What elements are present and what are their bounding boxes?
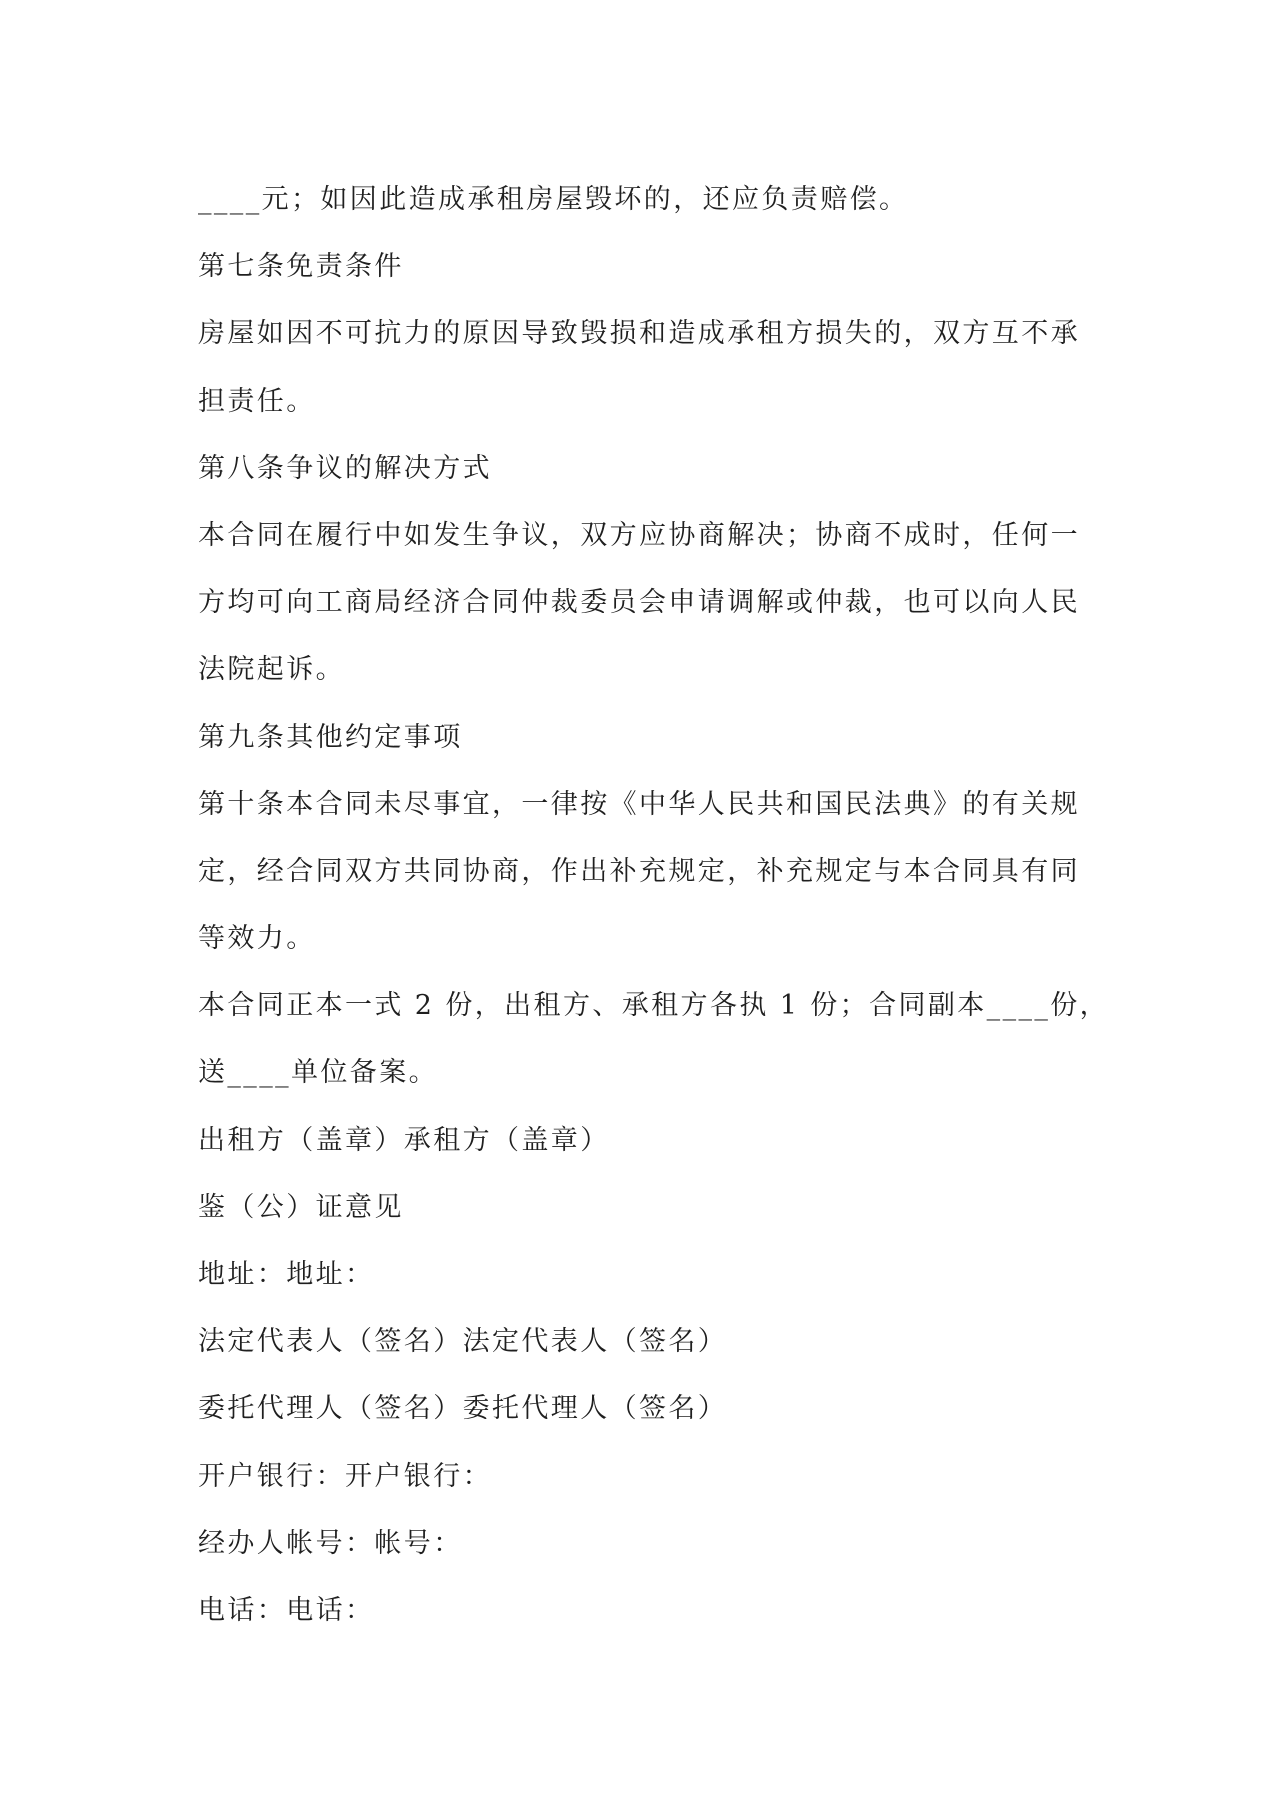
signature-line: 地址：地址：: [198, 1259, 375, 1290]
signature-line: 鉴（公）证意见: [198, 1191, 404, 1223]
text-line: 房屋如因不可抗力的原因导致毁损和造成承租方损失的，双方互不承: [198, 318, 1080, 350]
signature-line: 电话：电话：: [198, 1594, 375, 1626]
signature-line: 出租方（盖章）承租方（盖章）: [198, 1124, 610, 1156]
article-heading: 第八条争议的解决方式: [198, 452, 492, 484]
text-line: 等效力。: [198, 923, 316, 955]
signature-line: 法定代表人（签名）法定代表人（签名）: [198, 1326, 728, 1358]
text-line: 法院起诉。: [198, 654, 345, 686]
text-line: 第十条本合同未尽事宜，一律按《中华人民共和国民法典》的有关规: [198, 788, 1080, 820]
signature-line: 开户银行：开户银行：: [198, 1460, 492, 1492]
text-line: 本合同在履行中如发生争议，双方应协商解决；协商不成时，任何一: [198, 519, 1080, 551]
article-heading: 第九条其他约定事项: [198, 721, 463, 753]
text-line: 送____单位备案。: [198, 1057, 438, 1089]
text-line: 定，经合同双方共同协商，作出补充规定，补充规定与本合同具有同: [198, 855, 1080, 887]
signature-line: 委托代理人（签名）委托代理人（签名）: [198, 1393, 728, 1425]
text-line: 本合同正本一式 2 份，出租方、承租方各执 1 份；合同副本____份，: [198, 990, 1110, 1022]
document-body: [198, 166, 1110, 1644]
article-heading: 第七条免责条件: [198, 251, 404, 283]
signature-line: 经办人帐号：帐号：: [198, 1527, 463, 1559]
text-line: ____元；如因此造成承租房屋毁坏的，还应负责赔偿。: [198, 184, 909, 215]
text-line: 担责任。: [198, 385, 316, 417]
text-line: 方均可向工商局经济合同仲裁委员会申请调解或仲裁，也可以向人民: [198, 587, 1080, 619]
